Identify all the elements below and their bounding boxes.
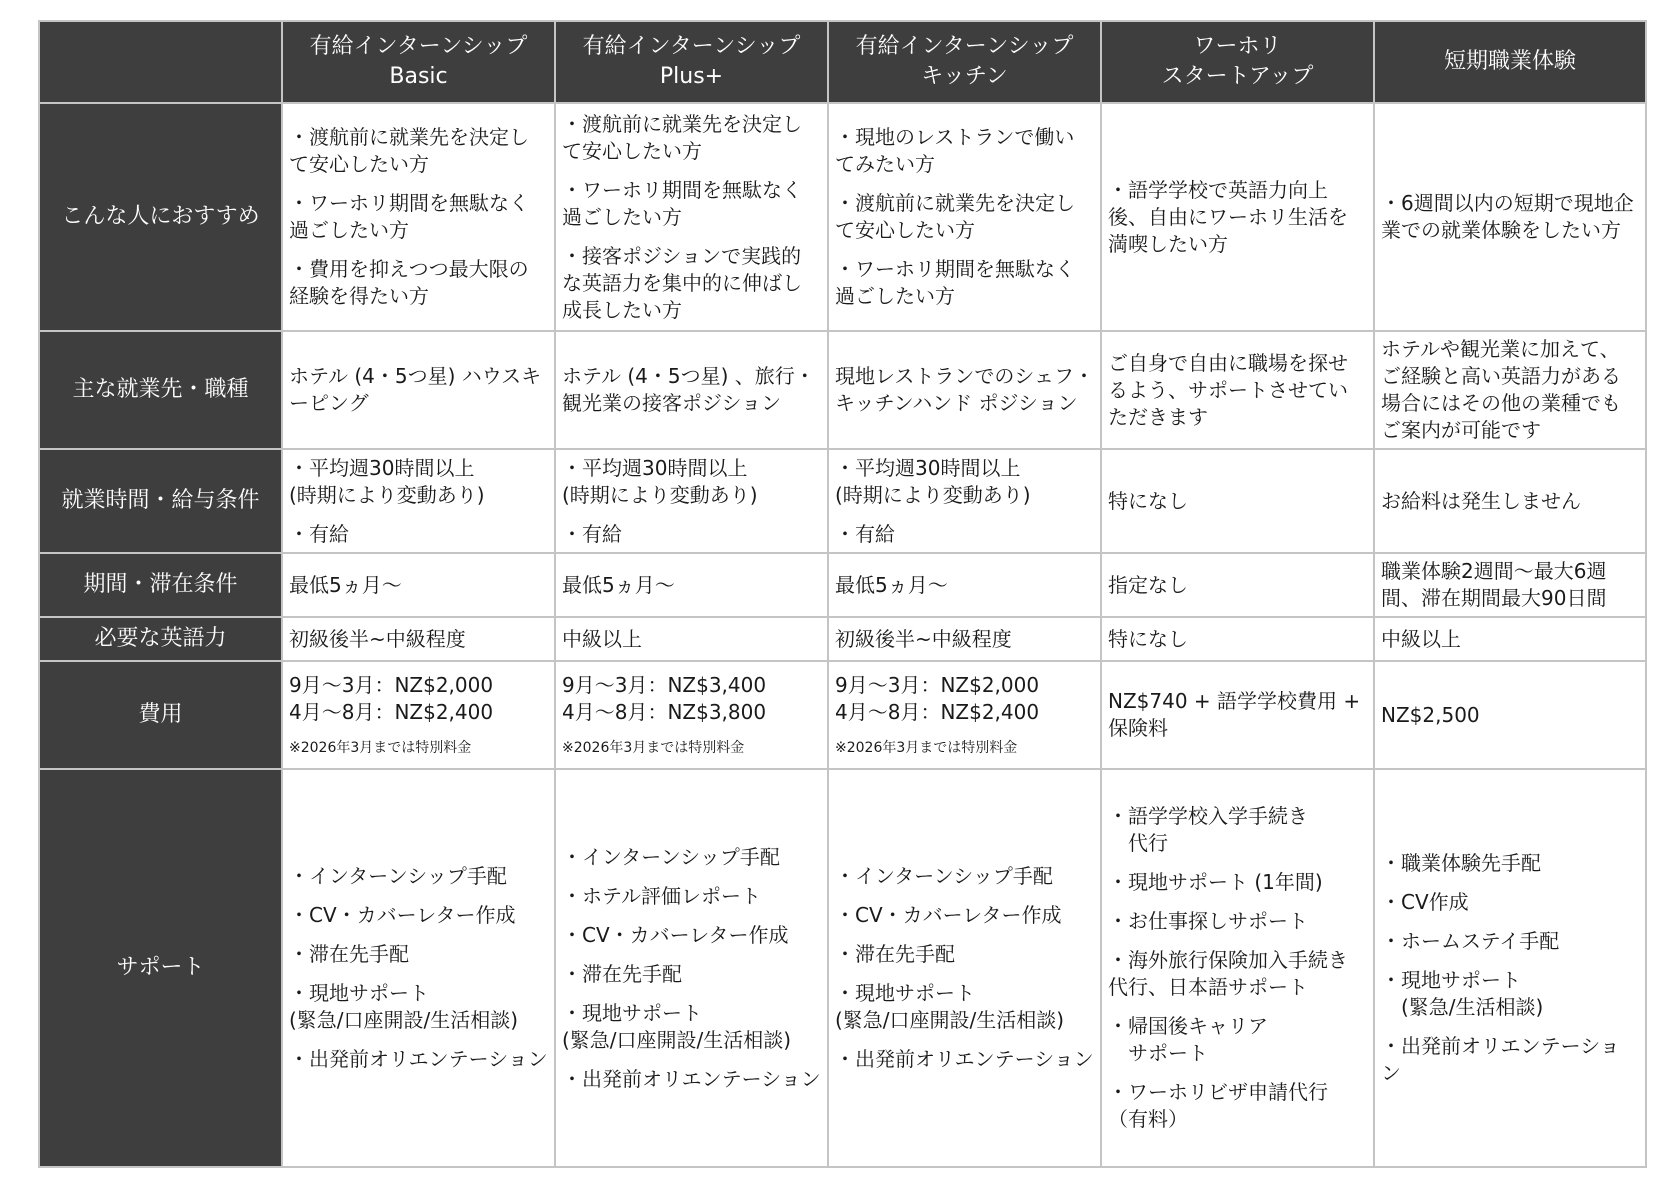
table-cell <box>1374 449 1646 553</box>
table-cell <box>282 661 555 769</box>
row-header: 費用 <box>39 661 282 769</box>
cell-text: ・滞在先手配 <box>289 942 409 966</box>
cell-text: 9月〜3月：NZ$2,000 <box>835 673 1040 697</box>
cell-item <box>1381 626 1639 653</box>
cell-item <box>835 124 1094 178</box>
cell-item <box>1108 803 1367 857</box>
row-header: 主な就業先・職種 <box>39 331 282 449</box>
cell-item <box>1381 488 1639 515</box>
row-header: こんな人におすすめ <box>39 103 282 331</box>
text-line: ワーホリ <box>1193 34 1282 59</box>
cell-text: ご自身で自由に職場を探せるよう、サポートさせていただきます <box>1108 350 1348 429</box>
cell-text: ・ワーホリビザ申請代行 <box>1108 1080 1328 1104</box>
cell-text: ・インターンシップ手配 <box>562 844 780 869</box>
cell-item <box>562 844 821 871</box>
table-cell <box>1101 617 1374 661</box>
cell-item <box>1381 702 1639 729</box>
cell-text: 最低5ヵ月〜 <box>562 572 675 597</box>
table-row <box>39 449 1646 553</box>
cell-text: 9月〜3月：NZ$2,000 <box>289 673 494 697</box>
cell-text: 代行 <box>1108 831 1168 855</box>
cell-item <box>562 177 821 231</box>
cell-text: 初級後半~中級程度 <box>835 626 1012 651</box>
cell-text: ・お仕事探しサポート <box>1108 909 1308 933</box>
cell-item <box>562 922 821 949</box>
cell-text: 4月〜8月：NZ$3,800 <box>562 700 767 724</box>
table-cell <box>282 449 555 553</box>
cell-item <box>289 902 548 929</box>
cell-text: 現地レストランでのシェフ・キッチンハンド ポジション <box>835 364 1094 415</box>
table-cell <box>555 769 828 1167</box>
column-header <box>555 21 828 103</box>
cell-item <box>1108 688 1367 742</box>
cell-item <box>1108 1013 1367 1067</box>
cell-text: ・インターンシップ手配 <box>289 864 507 888</box>
cell-text: ・語学学校で英語力向上後、自由にワーホリ生活を満喫したい方 <box>1108 177 1348 256</box>
cell-text: ・ワーホリ期間を無駄なく過ごしたい方 <box>289 191 529 242</box>
cell-item <box>835 863 1094 890</box>
cell-item <box>562 455 821 509</box>
cell-text: ・出発前オリエンテーション <box>1381 1033 1620 1085</box>
cell-item <box>562 572 821 599</box>
text-line: スタートアップ <box>1161 64 1314 89</box>
cell-item <box>289 863 548 890</box>
cell-text: ・現地サポート <box>562 1000 702 1025</box>
table-cell <box>282 331 555 449</box>
table-cell <box>1101 449 1374 553</box>
table-row <box>39 103 1646 331</box>
cell-item <box>835 672 1094 726</box>
cell-item <box>289 455 548 509</box>
cell-text: お給料は発生しません <box>1381 488 1581 513</box>
cell-text: ・現地サポート <box>289 981 429 1005</box>
cell-text: 4月〜8月：NZ$2,400 <box>835 700 1040 724</box>
cell-text: 初級後半~中級程度 <box>289 626 466 651</box>
table-cell <box>282 617 555 661</box>
table-cell <box>1101 103 1374 331</box>
text-line: 短期職業体験 <box>1443 49 1576 74</box>
cell-item <box>835 190 1094 244</box>
cell-item <box>289 190 548 244</box>
row-header: 就業時間・給与条件 <box>39 449 282 553</box>
text-line: 有給インターンシップ <box>855 34 1074 59</box>
cell-text: ・渡航前に就業先を決定して安心したい方 <box>562 111 802 163</box>
cell-item <box>562 243 821 324</box>
cell-item <box>562 111 821 165</box>
cell-item <box>562 961 821 988</box>
table-cell <box>1374 661 1646 769</box>
cell-item <box>562 1000 821 1054</box>
table-cell <box>828 103 1101 331</box>
table-cell <box>828 331 1101 449</box>
cell-text: ・語学学校入学手続き <box>1108 804 1308 828</box>
cell-text: ・接客ポジションで実践的な英語力を集中的に伸ばし成長したい方 <box>562 243 802 322</box>
cell-item <box>1108 626 1367 653</box>
cell-item <box>835 626 1094 653</box>
cell-text: ・費用を抑えつつ最大限の経験を得たい方 <box>289 257 529 308</box>
comparison-table-wrapper <box>38 20 1645 1168</box>
cell-text: ・平均週30時間以上 <box>562 455 748 480</box>
cell-text: ・ワーホリ期間を無駄なく過ごしたい方 <box>562 177 802 229</box>
table-row <box>39 617 1646 661</box>
cell-text: ・平均週30時間以上 <box>289 455 475 480</box>
cell-text: (緊急/口座開設/生活相談) <box>289 1008 519 1032</box>
cell-item <box>1108 908 1367 935</box>
cell-text: (時期により変動あり) <box>835 482 1031 507</box>
row-header: 必要な英語力 <box>39 617 282 661</box>
price-note: ※2026年3月までは特別料金 <box>562 740 745 756</box>
column-header <box>282 21 555 103</box>
cell-text: 中級以上 <box>1381 626 1461 651</box>
table-row <box>39 553 1646 617</box>
cell-text: ・滞在先手配 <box>562 961 682 986</box>
cell-item <box>289 1046 548 1073</box>
price-note: ※2026年3月までは特別料金 <box>835 740 1018 756</box>
cell-item <box>562 1066 821 1093</box>
table-row <box>39 769 1646 1167</box>
cell-text: ・ワーホリ期間を無駄なく過ごしたい方 <box>835 257 1075 308</box>
cell-text: ・CV・カバーレター作成 <box>562 922 789 947</box>
cell-item <box>1381 336 1639 444</box>
cell-text: (時期により変動あり) <box>289 482 485 507</box>
table-cell <box>555 661 828 769</box>
cell-item <box>562 672 821 726</box>
cell-item <box>1381 928 1639 955</box>
table-cell <box>1374 553 1646 617</box>
cell-item <box>289 363 548 417</box>
cell-item <box>1381 558 1639 612</box>
cell-text: ホテル (4・5つ星) 、旅行・観光業の接客ポジション <box>562 364 815 415</box>
row-header: 期間・滞在条件 <box>39 553 282 617</box>
cell-item <box>835 980 1094 1034</box>
cell-item <box>1381 889 1639 916</box>
cell-text: ・6週間以内の短期で現地企業での就業体験をしたい方 <box>1381 191 1634 242</box>
cell-item <box>1381 190 1639 244</box>
cell-item <box>1108 947 1367 1001</box>
table-cell <box>828 617 1101 661</box>
cell-item <box>835 521 1094 548</box>
cell-text: ・CV・カバーレター作成 <box>289 903 516 927</box>
cell-item <box>1108 177 1367 258</box>
cell-text: ・渡航前に就業先を決定して安心したい方 <box>835 191 1075 242</box>
cell-item <box>562 626 821 653</box>
corner-cell <box>39 21 282 103</box>
cell-item <box>835 941 1094 968</box>
table-cell <box>282 769 555 1167</box>
table-cell <box>828 769 1101 1167</box>
cell-item <box>1108 1079 1367 1133</box>
price-note: ※2026年3月までは特別料金 <box>289 740 472 756</box>
table-cell <box>1374 769 1646 1167</box>
cell-item <box>289 124 548 178</box>
cell-text: 9月〜3月：NZ$3,400 <box>562 673 767 697</box>
table-cell <box>828 449 1101 553</box>
column-header <box>828 21 1101 103</box>
table-cell <box>1101 769 1374 1167</box>
cell-item <box>835 256 1094 310</box>
cell-text: ・平均週30時間以上 <box>835 455 1021 480</box>
text-line: Basic <box>389 64 448 89</box>
cell-item <box>289 521 548 548</box>
table-cell <box>1101 661 1374 769</box>
cell-item <box>289 626 548 653</box>
cell-text: (時期により変動あり) <box>562 482 758 507</box>
cell-text: ・現地のレストランで働いてみたい方 <box>835 125 1075 176</box>
cell-text: ・渡航前に就業先を決定して安心したい方 <box>289 125 529 176</box>
cell-text: ・現地サポート (1年間) <box>1108 870 1323 894</box>
program-comparison-table <box>38 20 1647 1168</box>
cell-item <box>835 363 1094 417</box>
table-cell <box>282 103 555 331</box>
cell-item <box>1381 967 1639 1021</box>
cell-text: ・CV・カバーレター作成 <box>835 903 1062 927</box>
cell-text: ホテル (4・5つ星) ハウスキーピング <box>289 364 542 415</box>
cell-item <box>1108 350 1367 431</box>
cell-text: 指定なし <box>1108 572 1188 597</box>
table-cell <box>282 553 555 617</box>
cell-item <box>1381 850 1639 877</box>
table-cell <box>1374 617 1646 661</box>
cell-text: ・帰国後キャリア <box>1108 1014 1268 1038</box>
cell-text: ホテルや観光業に加えて、ご経験と高い英語力がある場合にはその他の業種でもご案内が可能です <box>1381 337 1621 442</box>
cell-item <box>289 980 548 1034</box>
column-header <box>1374 21 1646 103</box>
cell-item <box>289 941 548 968</box>
cell-text: ・出発前オリエンテーション <box>562 1066 821 1091</box>
header-row <box>39 21 1646 103</box>
table-cell <box>1374 103 1646 331</box>
cell-item <box>1108 488 1367 515</box>
cell-item <box>289 672 548 726</box>
text-line: 有給インターンシップ <box>309 34 528 59</box>
cell-item <box>562 521 821 548</box>
table-cell <box>1374 331 1646 449</box>
table-cell <box>555 553 828 617</box>
cell-item <box>289 572 548 599</box>
cell-item <box>1381 1033 1639 1087</box>
text-line: キッチン <box>921 64 1008 89</box>
column-header <box>1101 21 1374 103</box>
cell-item <box>289 256 548 310</box>
cell-text: (緊急/口座開設/生活相談) <box>835 1008 1065 1032</box>
cell-text: ・インターンシップ手配 <box>835 864 1053 888</box>
table-cell <box>555 449 828 553</box>
cell-text: ・現地サポート <box>835 981 975 1005</box>
table-cell <box>828 553 1101 617</box>
cell-item <box>835 1046 1094 1073</box>
cell-text: (緊急/口座開設/生活相談) <box>562 1027 792 1052</box>
cell-text: 特になし <box>1108 488 1188 513</box>
cell-text: 職業体験2週間〜最大6週間、滞在期間最大90日間 <box>1381 559 1607 610</box>
row-header: サポート <box>39 769 282 1167</box>
cell-item <box>835 455 1094 509</box>
cell-text: ・滞在先手配 <box>835 942 955 966</box>
text-line: 有給インターンシップ <box>582 34 801 59</box>
cell-item <box>1108 869 1367 896</box>
table-cell <box>555 331 828 449</box>
cell-item <box>562 883 821 910</box>
table-cell <box>828 661 1101 769</box>
table-row <box>39 331 1646 449</box>
cell-item <box>835 572 1094 599</box>
cell-text: NZ$740 + 語学学校費用 + 保険料 <box>1108 689 1361 740</box>
cell-text: 4月〜8月：NZ$2,400 <box>289 700 494 724</box>
cell-text: サポート <box>1108 1041 1208 1065</box>
table-cell <box>555 103 828 331</box>
cell-text: 中級以上 <box>562 626 642 651</box>
cell-text: (緊急/生活相談) <box>1381 994 1544 1019</box>
cell-item <box>562 363 821 417</box>
cell-text: ・出発前オリエンテーション <box>289 1047 548 1071</box>
cell-text: （有料） <box>1108 1107 1188 1131</box>
cell-text: ・出発前オリエンテーション <box>835 1047 1094 1071</box>
table-cell <box>555 617 828 661</box>
cell-text: ・有給 <box>289 521 349 546</box>
cell-item <box>835 902 1094 929</box>
table-row <box>39 661 1646 769</box>
cell-text: 特になし <box>1108 626 1188 651</box>
table-cell <box>1101 553 1374 617</box>
cell-text: ・ホテル評価レポート <box>562 883 761 908</box>
cell-text: ・ホームステイ手配 <box>1381 928 1560 953</box>
cell-item <box>1108 572 1367 599</box>
cell-text: ・有給 <box>562 521 622 546</box>
cell-text: 最低5ヵ月〜 <box>289 572 402 597</box>
cell-text: ・有給 <box>835 521 895 546</box>
table-cell <box>1101 331 1374 449</box>
cell-text: NZ$2,500 <box>1381 702 1480 727</box>
cell-text: ・海外旅行保険加入手続き代行、日本語サポート <box>1108 948 1348 999</box>
cell-text: ・CV作成 <box>1381 889 1469 914</box>
cell-text: ・職業体験先手配 <box>1381 850 1541 875</box>
cell-text: 最低5ヵ月〜 <box>835 572 948 597</box>
text-line: Plus+ <box>659 64 724 89</box>
cell-text: ・現地サポート <box>1381 967 1521 992</box>
